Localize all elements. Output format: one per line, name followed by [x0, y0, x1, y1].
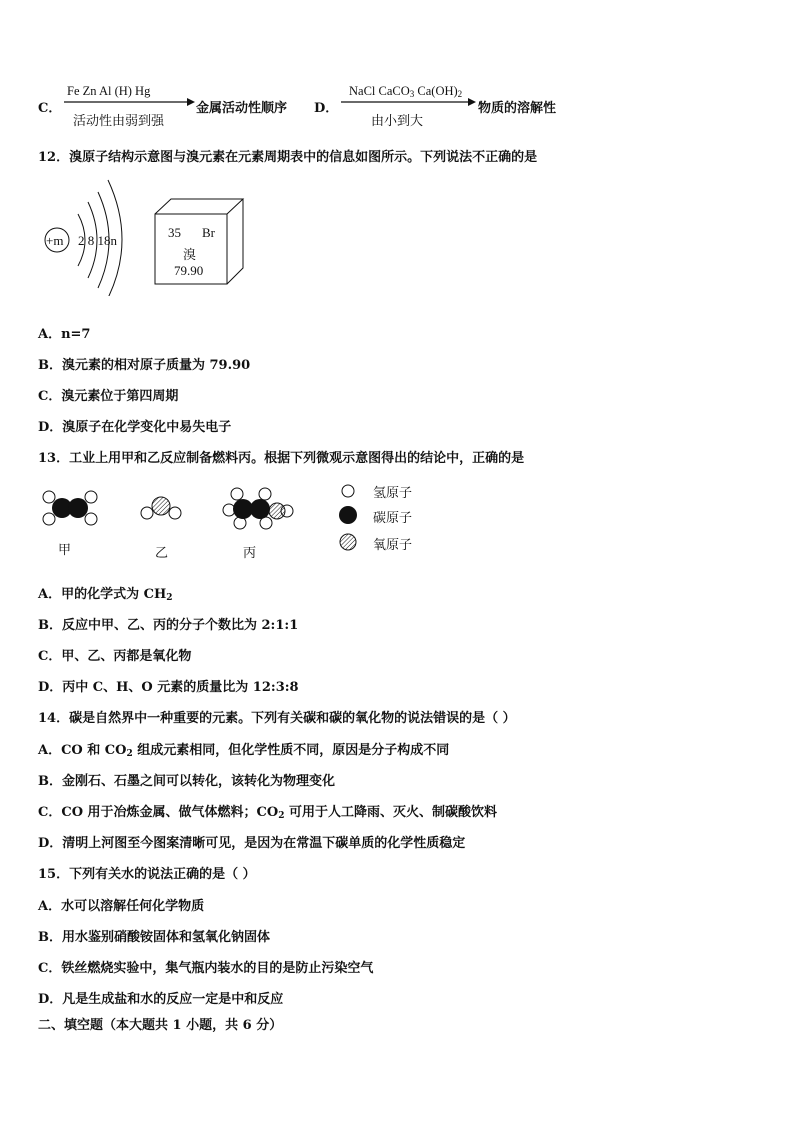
molecule-label-jia: 甲 — [58, 543, 72, 558]
section-2-heading: 二、填空题（本大题共 1 小题，共 6 分） — [38, 1018, 283, 1033]
q15-option-c: C．铁丝燃烧实验中，集气瓶内装水的目的是防止污染空气 — [38, 961, 374, 976]
q13-option-b: B．反应中甲、乙、丙的分子个数比为 2:1:1 — [38, 618, 299, 633]
q14-option-d: D．清明上河图至今图案清晰可见，是因为在常温下碳单质的化学性质稳定 — [38, 836, 466, 851]
q15-stem: 15．下列有关水的说法正确的是（ ） — [38, 867, 256, 882]
q11-c-arrow-bottom: 活动性由弱到强 — [73, 114, 165, 129]
q11-option-d-label: D． — [314, 101, 339, 116]
q15-option-b: B．用水鉴别硝酸铵固体和氢氧化钠固体 — [38, 930, 270, 945]
q13-option-d: D．丙中 C、H、O 元素的质量比为 12:3:8 — [38, 680, 299, 695]
q11-c-result: 金属活动性顺序 — [196, 101, 288, 116]
legend-hydrogen-label: 氢原子 — [373, 486, 413, 501]
atom-shell-label: 2 8 18n — [78, 233, 117, 248]
q12-option-a: A．n=7 — [38, 327, 91, 342]
q15-option-d: D．凡是生成盐和水的反应一定是中和反应 — [38, 992, 284, 1007]
q11-d-arrow — [340, 96, 478, 108]
q14-option-c: C．CO 用于冶炼金属、做气体燃料；$CO_2$ 可用于人工降雨、灭火、制碳酸饮料 — [38, 805, 498, 821]
legend-carbon-icon — [339, 506, 357, 524]
q13-option-c: C．甲、乙、丙都是氧化物 — [38, 649, 192, 664]
atom-legend — [336, 478, 366, 558]
q11-d-result: 物质的溶解性 — [478, 101, 557, 116]
q13-stem: 13．工业上用甲和乙反应制备燃料丙。根据下列微观示意图得出的结论中，正确的是 — [38, 451, 525, 466]
atom-nucleus-label: +m — [46, 233, 64, 248]
element-name: 溴 — [183, 248, 197, 263]
legend-carbon-label: 碳原子 — [373, 511, 413, 526]
q11-c-arrow — [63, 96, 197, 108]
q11-c-arrow-top: Fe Zn Al (H) Hg — [67, 84, 151, 98]
element-symbol: Br — [202, 225, 215, 240]
element-mass: 79.90 — [174, 263, 204, 278]
molecule-label-yi: 乙 — [155, 546, 169, 561]
element-number: 35 — [168, 225, 181, 240]
q12-option-d: D．溴原子在化学变化中易失电子 — [38, 420, 232, 435]
molecule-label-bing: 丙 — [243, 546, 257, 561]
q14-stem: 14．碳是自然界中一种重要的元素。下列有关碳和碳的氧化物的说法错误的是（ ） — [38, 711, 516, 726]
q13-option-a: A．甲的化学式为 $CH_2$ — [38, 587, 173, 603]
q12-option-b: B．溴元素的相对原子质量为 79.90 — [38, 358, 251, 373]
molecule-bing — [223, 488, 293, 529]
q14-option-b: B．金刚石、石墨之间可以转化，该转化为物理变化 — [38, 774, 335, 789]
q14-option-a: A．CO 和 $CO_2$ 组成元素相同，但化学性质不同，原因是分子构成不同 — [38, 743, 450, 759]
legend-oxygen-icon — [340, 534, 356, 550]
molecule-diagram — [36, 484, 296, 532]
q12-stem: 12．溴原子结构示意图与溴元素在元素周期表中的信息如图所示。下列说法不正确的是 — [38, 150, 538, 165]
molecule-yi — [141, 497, 181, 519]
q15-option-a: A．水可以溶解任何化学物质 — [38, 899, 205, 914]
q12-option-c: C．溴元素位于第四周期 — [38, 389, 179, 404]
legend-oxygen-label: 氧原子 — [373, 538, 413, 553]
q11-d-arrow-bottom: 由小到大 — [371, 114, 424, 129]
q11-option-c-label: C． — [38, 101, 62, 116]
q11-d-arrow-top: NaCl CaCO$_3$ $Ca(OH)_2$ — [349, 84, 463, 99]
legend-hydrogen-icon — [342, 485, 354, 497]
molecule-jia — [43, 491, 97, 525]
